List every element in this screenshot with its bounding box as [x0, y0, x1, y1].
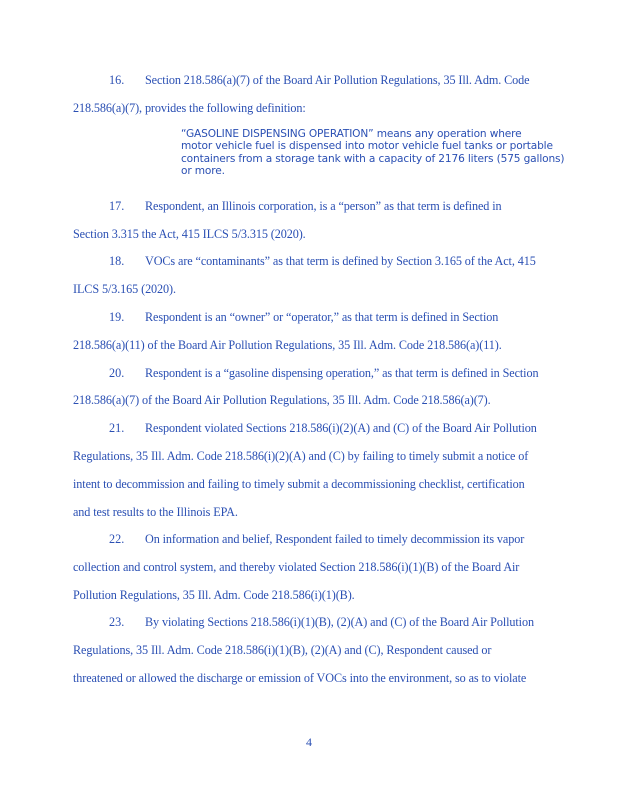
paragraph-23-line-1: By violating Sections 218.586(i)(1)(B), (2)(A) and (C) of the Board Air Pollution — [145, 615, 534, 629]
paragraph-20-line-2: 218.586(a)(7) of the Board Air Pollution Regulations, 35 Ill. Adm. Code 218.586(a)(7). — [73, 393, 491, 407]
paragraph-number: 20. — [109, 366, 125, 380]
definition-block-quote — [181, 128, 581, 177]
paragraph-20-line-1: Respondent is a “gasoline dispensing operation,” as that term is defined in Section — [145, 366, 539, 380]
paragraph-number: 19. — [109, 310, 125, 324]
paragraph-19-line-2: 218.586(a)(11) of the Board Air Pollution Regulations, 35 Ill. Adm. Code 218.586(a)(11). — [73, 338, 502, 352]
paragraph-22-line-1: On information and belief, Respondent failed to timely decommission its vapor — [145, 532, 525, 546]
paragraph-number: 16. — [109, 73, 125, 87]
quote-line: containers from a storage tank with a capacity of 2176 liters (575 gallons) — [181, 152, 565, 165]
paragraph-23-line-3: threatened or allowed the discharge or emission of VOCs into the environment, so as to violate — [73, 671, 527, 685]
paragraph-22-line-3: Pollution Regulations, 35 Ill. Adm. Code 218.586(i)(1)(B). — [73, 588, 355, 602]
paragraph-number: 22. — [109, 532, 125, 546]
paragraph-number: 17. — [109, 199, 125, 213]
paragraph-21-line-2: Regulations, 35 Ill. Adm. Code 218.586(i)(2)(A) and (C) by failing to timely submit a notice of — [73, 449, 529, 463]
paragraph-number: 18. — [109, 254, 125, 268]
quote-line: or more. — [181, 164, 225, 177]
paragraph-number: 23. — [109, 615, 125, 629]
paragraph-23-line-2: Regulations, 35 Ill. Adm. Code 218.586(i)(1)(B), (2)(A) and (C), Respondent caused or — [73, 643, 492, 657]
paragraph-21-line-4: and test results to the Illinois EPA. — [73, 505, 238, 519]
paragraph-17-line-2: Section 3.315 the Act, 415 ILCS 5/3.315 (2020). — [73, 227, 306, 241]
paragraph-number: 21. — [109, 421, 125, 435]
paragraph-17-line-1: Respondent, an Illinois corporation, is a “person” as that term is defined in — [145, 199, 502, 213]
paragraph-21-line-1: Respondent violated Sections 218.586(i)(2)(A) and (C) of the Board Air Pollution — [145, 421, 537, 435]
paragraph-21-line-3: intent to decommission and failing to timely submit a decommissioning checklist, certification — [73, 477, 525, 491]
paragraph-18-line-1: VOCs are “contaminants” as that term is defined by Section 3.165 of the Act, 415 — [145, 254, 536, 268]
paragraph-18-line-2: ILCS 5/3.165 (2020). — [73, 282, 176, 296]
paragraph-19-line-1: Respondent is an “owner” or “operator,” as that term is defined in Section — [145, 310, 499, 324]
quote-line: motor vehicle fuel is dispensed into motor vehicle fuel tanks or portable — [181, 140, 553, 153]
paragraph-22-line-2: collection and control system, and thereby violated Section 218.586(i)(1)(B) of the Board Air — [73, 560, 520, 574]
paragraph-16-line-2: 218.586(a)(7), provides the following definition: — [73, 101, 306, 115]
page-number: 4 — [306, 735, 312, 749]
paragraph-16-line-1: Section 218.586(a)(7) of the Board Air Pollution Regulations, 35 Ill. Adm. Code — [145, 73, 530, 87]
quote-line: “GASOLINE DISPENSING OPERATION” means any operation where — [181, 128, 522, 140]
